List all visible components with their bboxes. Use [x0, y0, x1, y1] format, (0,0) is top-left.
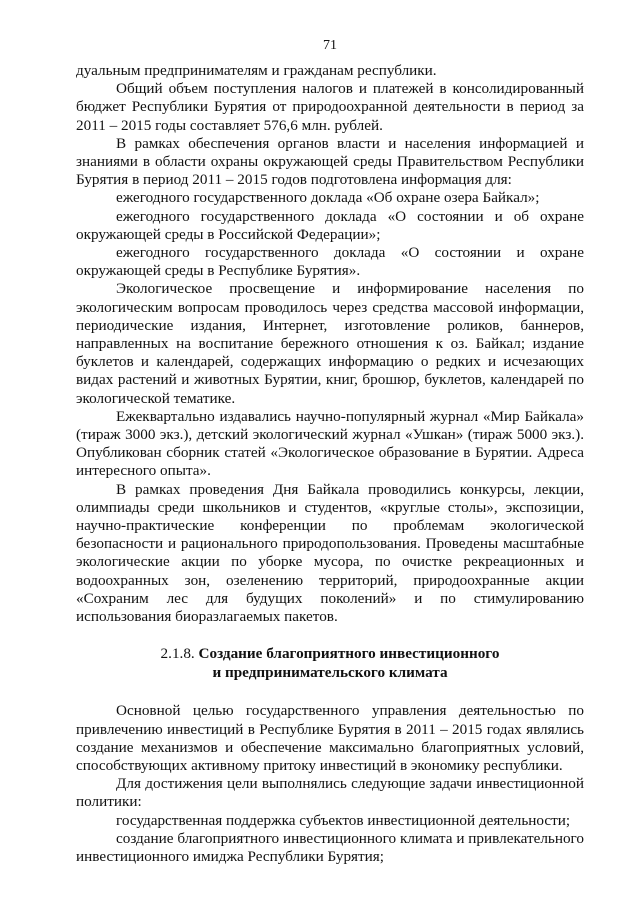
paragraph-baikal-day: В рамках проведения Дня Байкала проводились конкурсы, лекции, олимпиады среди школьников и студентов, «круглые столы», экспозиции, научно-практические конференции по проблемам экологической безопасности и рационального природопользования. Проведены масштабные экологические акции по уборке мусора, по очистке рекреационных и водоохранных зон, озеленению территорий, природоохранные акции «Сохраним лес для будущих поколений» и по стимулированию использования биоразлагаемых пакетов.: [76, 480, 584, 626]
paragraph-continuation: дуальным предпринимателям и гражданам республики.: [76, 62, 437, 79]
page-number: 71: [323, 38, 337, 53]
list-item-russia-report: ежегодного государственного доклада «О состоянии и об охране окружающей среды в Российской Федерации»;: [76, 207, 584, 243]
paragraph-tasks-intro: Для достижения цели выполнялись следующие задачи инвестиционной политики:: [76, 775, 584, 811]
paragraph-main-goal: Основной целью государственного управления деятельностью по привлечению инвестиций в Республике Бурятия в 2011 – 2015 годах являлись создание механизмов и обеспечение максимально благоприятных условий, способствующих активному притоку инвестиций в экономику республики.: [76, 702, 584, 774]
list-item-baikal-report: ежегодного государственного доклада «Об охране озера Байкал»;: [116, 189, 540, 207]
section-number: 2.1.8.: [160, 645, 195, 663]
list-item-state-support: государственная поддержка субъектов инвестиционной деятельности;: [116, 811, 571, 829]
paragraph-tax-revenue: Общий объем поступления налогов и платежей в консолидированный бюджет Республики Бурятия от природоохранной деятельности в период за 2011 – 2015 годы составляет 576,6 млн. рублей.: [76, 80, 584, 134]
paragraph-ecological-education: Экологическое просвещение и информирование населения по экологическим вопросам проводилось через средства массовой информации, периодические издания, Интернет, изготовление роликов, баннеров, направленных на воспитание бережного отношения к оз. Байкал; издание буклетов и календарей, содержащих информацию о редких и исчезающих видах растений и животных Бурятии, книг, брошюр, буклетов, календарей по экологической тематике.: [76, 280, 584, 407]
list-item-buryatia-report: ежегодного государственного доклада «О состоянии и охране окружающей среды в Республике Бурятия».: [76, 244, 584, 280]
section-title-line-1: Создание благоприятного инвестиционного: [198, 645, 500, 663]
list-item-investment-climate: создание благоприятного инвестиционного климата и привлекательного инвестиционного имиджа Республики Бурятия;: [76, 829, 584, 865]
paragraph-information-provision: В рамках обеспечения органов власти и населения информацией и знаниями в области охраны окружающей среды Правительством Республики Бурятия в период 2011 – 2015 годов подготовлена информация для:: [76, 134, 584, 189]
section-title-line-2: и предпринимательского климата: [212, 664, 448, 682]
paragraph-journals: Ежеквартально издавались научно-популярный журнал «Мир Байкала» (тираж 3000 экз.), детский экологический журнал «Ушкан» (тираж 5000 экз.). Опубликован сборник статей «Экологическое образование в Бурятии. Адреса интересного опыта».: [76, 407, 584, 480]
page-body: [76, 62, 584, 866]
section-heading: [76, 644, 584, 682]
document-page: [76, 0, 584, 905]
